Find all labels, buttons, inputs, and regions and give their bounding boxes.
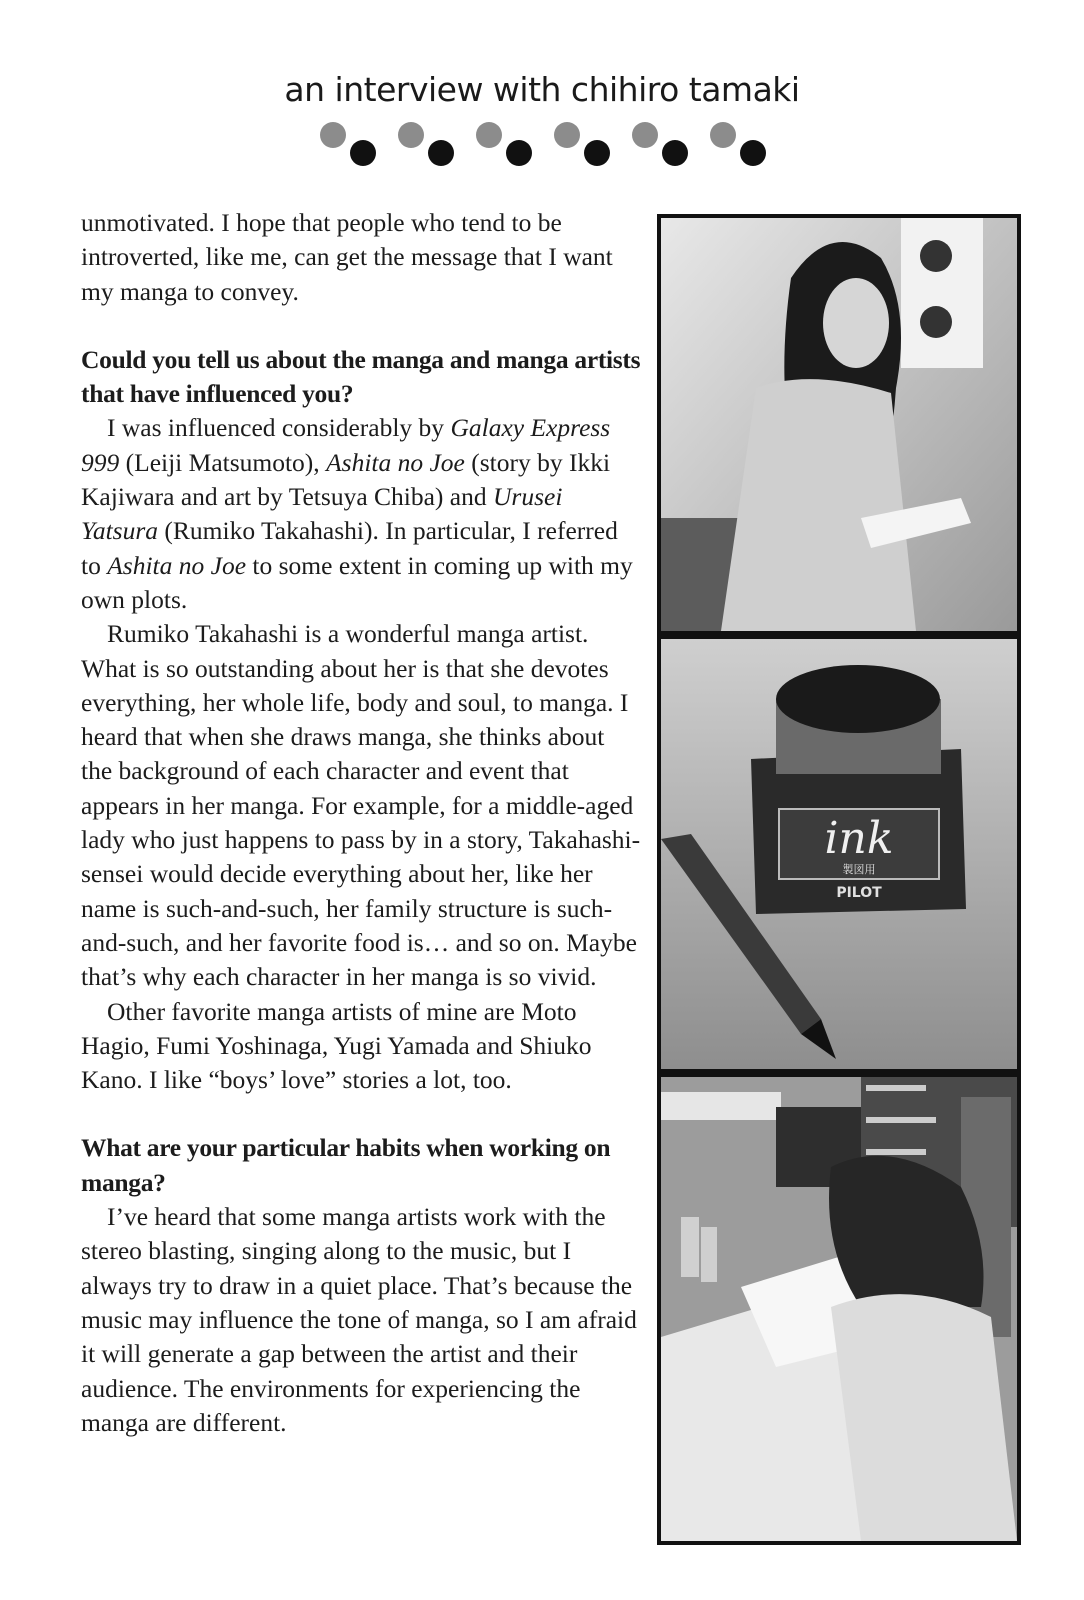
dot-black-icon: [506, 140, 532, 166]
ink-label: ink: [824, 813, 894, 864]
ink-sub-label: 製図用: [842, 863, 876, 876]
dot-gray-icon: [476, 122, 502, 148]
decorative-dots: [320, 120, 770, 172]
answer-habits: I’ve heard that some manga artists work with the stereo blasting, singing along to the music, but I always try to draw in a quiet place. That’s because the music may influence the tone of manga, so I am afraid it will generate a gap between the artist and their audience. The environments for experiencing the manga are different.: [81, 1202, 637, 1437]
paragraph-intro: unmotivated. I hope that people who tend to be introverted, like me, can get the message that I want my manga to convey.: [81, 208, 613, 306]
title-urusei-yatsura: Urusei Yatsura: [81, 482, 563, 546]
dot-gray-icon: [632, 122, 658, 148]
answer-text: I was influenced considerably by: [107, 413, 451, 443]
question-influences: Could you tell us about the manga and manga artists that have influenced you?: [81, 344, 641, 409]
dot-gray-icon: [710, 122, 736, 148]
answer-text: to some extent in coming up with my own plots.: [81, 550, 633, 614]
title-galaxy-express: Galaxy Express 999: [81, 413, 611, 477]
answer-favorites: Other favorite manga artists of mine are Moto Hagio, Fumi Yoshinaga, Yugi Yamada and Shiuko Kano. I like “boys’ love” stories a lot, too.: [81, 996, 592, 1095]
photo-column: [657, 214, 1021, 1545]
photo-studio: [661, 1077, 1017, 1541]
dot-black-icon: [584, 140, 610, 166]
photo-portrait: [661, 218, 1017, 631]
question-habits: What are your particular habits when working on manga?: [81, 1133, 611, 1197]
article-body: [81, 206, 641, 1440]
answer-text: (Rumiko Takahashi). In particular, I referred to: [81, 516, 618, 580]
answer-takahashi: Rumiko Takahashi is a wonderful manga artist. What is so outstanding about her is that she devotes everything, her whole life, body and soul, to manga. I heard that when she draws manga, she thinks about the background of each character and event that appears in her manga. For example, for a middle-aged lady who just happens to pass by in a story, Takahashi-sensei would decide everything about her, like her name is such-and-such, her family structure is such-and-such, and her favorite food is… and so on. Maybe that’s why each character in her manga is so vivid.: [81, 619, 641, 992]
dot-gray-icon: [398, 122, 424, 148]
title-ashita-no-joe: Ashita no Joe: [107, 550, 247, 580]
answer-text: (Leiji Matsumoto),: [119, 447, 327, 477]
dot-gray-icon: [554, 122, 580, 148]
answer-influences: [81, 411, 641, 617]
dot-black-icon: [428, 140, 454, 166]
dot-black-icon: [350, 140, 376, 166]
photo-ink-bottle: [661, 639, 1017, 1069]
dot-gray-icon: [320, 122, 346, 148]
ink-brand-label: PILOT: [836, 885, 882, 901]
title-ashita-no-joe: Ashita no Joe: [326, 447, 465, 477]
dot-black-icon: [662, 140, 688, 166]
answer-text: (story by Ikki Kajiwara and art by Tetsuya Chiba) and: [81, 447, 611, 512]
page-title: an interview with chihiro tamaki: [284, 70, 800, 109]
dot-black-icon: [740, 140, 766, 166]
